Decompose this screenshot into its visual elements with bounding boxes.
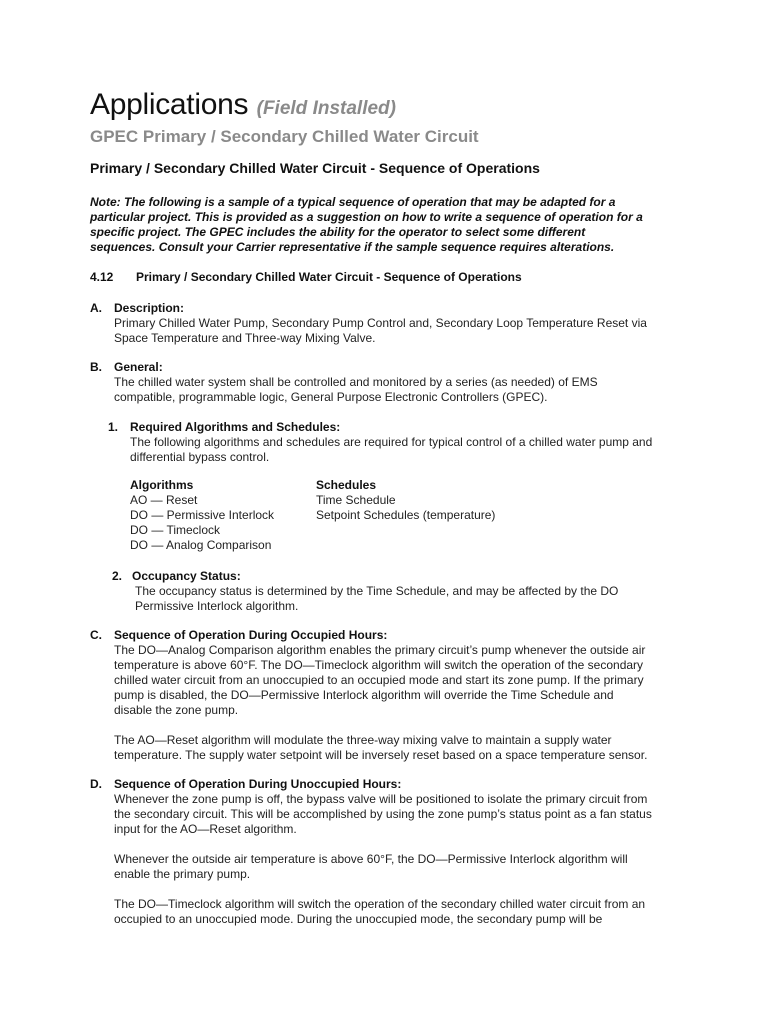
section-c-line: pump is disabled, the DO—Permissive Interlock algorithm will override the Time Schedule and (114, 688, 614, 702)
note-line: Note: The following is a sample of a typical sequence of operation that may be adapted for a (90, 195, 616, 209)
section-c-line: temperature. The supply water setpoint will be inversely reset based on a space temperature sensor. (114, 748, 648, 762)
section-d-title: Sequence of Operation During Unoccupied Hours: (114, 777, 402, 791)
section-a-title: Description: (114, 301, 185, 315)
schedules-column (316, 478, 495, 523)
section-c-line: chilled water circuit from an unoccupied to an occupied mode and start its zone pump. If the primary (114, 673, 644, 687)
schedule-item: Time Schedule (316, 493, 396, 507)
section-d-line: The DO—Timeclock algorithm will switch the operation of the secondary chilled water circuit from an (114, 897, 646, 911)
section-a-line: Space Temperature and Three-way Mixing Valve. (114, 331, 376, 345)
page-title (90, 88, 396, 122)
section-b1-heading (108, 420, 652, 435)
section-d (90, 777, 652, 927)
section-d-heading (90, 777, 652, 792)
algorithms-column (130, 478, 274, 553)
section-b-marker: B. (90, 360, 102, 374)
section-c-title: Sequence of Operation During Occupied Hours: (114, 628, 388, 642)
section-b1-title: Required Algorithms and Schedules: (130, 420, 341, 434)
section-b2-line: The occupancy status is determined by the Time Schedule, and may be affected by the DO (135, 584, 619, 598)
section-c-line: temperature is above 60°F. The DO—Timeclock algorithm will switch the operation of the secondary (114, 658, 644, 672)
note-line: specific project. The GPEC includes the ability for the operator to select some different (90, 225, 586, 239)
section-b-title: General: (114, 360, 163, 374)
section-number-title: Primary / Secondary Chilled Water Circuit - Sequence of Operations (136, 270, 522, 284)
section-b2-line: Permissive Interlock algorithm. (135, 599, 299, 613)
algorithm-item: AO — Reset (130, 493, 198, 507)
section-number-line (90, 270, 522, 284)
section-a (90, 301, 647, 346)
note-paragraph (90, 195, 690, 255)
section-b1 (108, 420, 652, 465)
section-b1-marker: 1. (108, 420, 119, 434)
section-d-line: occupied to an unoccupied mode. During the unoccupied mode, the secondary pump will be (114, 912, 603, 926)
section-b1-line: The following algorithms and schedules are required for typical control of a chilled water pump and (130, 435, 653, 449)
section-b-line: compatible, programmable logic, General Purpose Electronic Controllers (GPEC). (114, 390, 548, 404)
algorithm-item: DO — Permissive Interlock (130, 508, 275, 522)
section-b-heading (90, 360, 598, 375)
section-b2-title: Occupancy Status: (132, 569, 241, 583)
algorithm-item: DO — Analog Comparison (130, 538, 272, 552)
section-d-line: input for the AO—Reset algorithm. (114, 822, 297, 836)
section-a-heading (90, 301, 647, 316)
note-line: sequences. Consult your Carrier representative if the sample sequence requires alterations. (90, 240, 615, 254)
section-a-line: Primary Chilled Water Pump, Secondary Pump Control and, Secondary Loop Temperature Reset via (114, 316, 647, 330)
section-d-line: Whenever the zone pump is off, the bypass valve will be positioned to isolate the primary circuit from (114, 792, 648, 806)
note-line: particular project. This is provided as a suggestion on how to write a sequence of operation for a (90, 210, 643, 224)
section-c-heading (90, 628, 647, 643)
section-c-line: The AO—Reset algorithm will modulate the three-way mixing valve to maintain a supply water (114, 733, 612, 747)
algorithm-item: DO — Timeclock (130, 523, 221, 537)
section-b2-heading (112, 569, 618, 584)
section-b2 (112, 569, 618, 614)
schedules-heading: Schedules (316, 478, 377, 492)
section-b (90, 360, 598, 405)
title-qualifier: (Field Installed) (256, 98, 396, 119)
section-c-line: disable the zone pump. (114, 703, 239, 717)
section-d-line: Whenever the outside air temperature is above 60°F, the DO—Permissive Interlock algorithm will (114, 852, 628, 866)
section-a-marker: A. (90, 301, 102, 315)
title-main: Applications (90, 88, 249, 121)
section-heading: Primary / Secondary Chilled Water Circuit - Sequence of Operations (90, 160, 540, 176)
section-d-marker: D. (90, 777, 102, 791)
section-b1-line: differential bypass control. (130, 450, 270, 464)
section-d-line: the secondary circuit. This will be accomplished by using the zone pump’s status point as a fan status (114, 807, 652, 821)
section-b2-marker: 2. (112, 569, 123, 583)
section-b-line: The chilled water system shall be controlled and monitored by a series (as needed) of EMS (114, 375, 598, 389)
section-c (90, 628, 647, 763)
section-number: 4.12 (90, 270, 114, 284)
schedule-item: Setpoint Schedules (temperature) (316, 508, 496, 522)
page-subtitle: GPEC Primary / Secondary Chilled Water Circuit (90, 127, 479, 146)
section-c-marker: C. (90, 628, 102, 642)
section-d-line: enable the primary pump. (114, 867, 251, 881)
section-c-line: The DO—Analog Comparison algorithm enables the primary circuit’s pump whenever the outside air (114, 643, 646, 657)
algorithms-heading: Algorithms (130, 478, 194, 492)
